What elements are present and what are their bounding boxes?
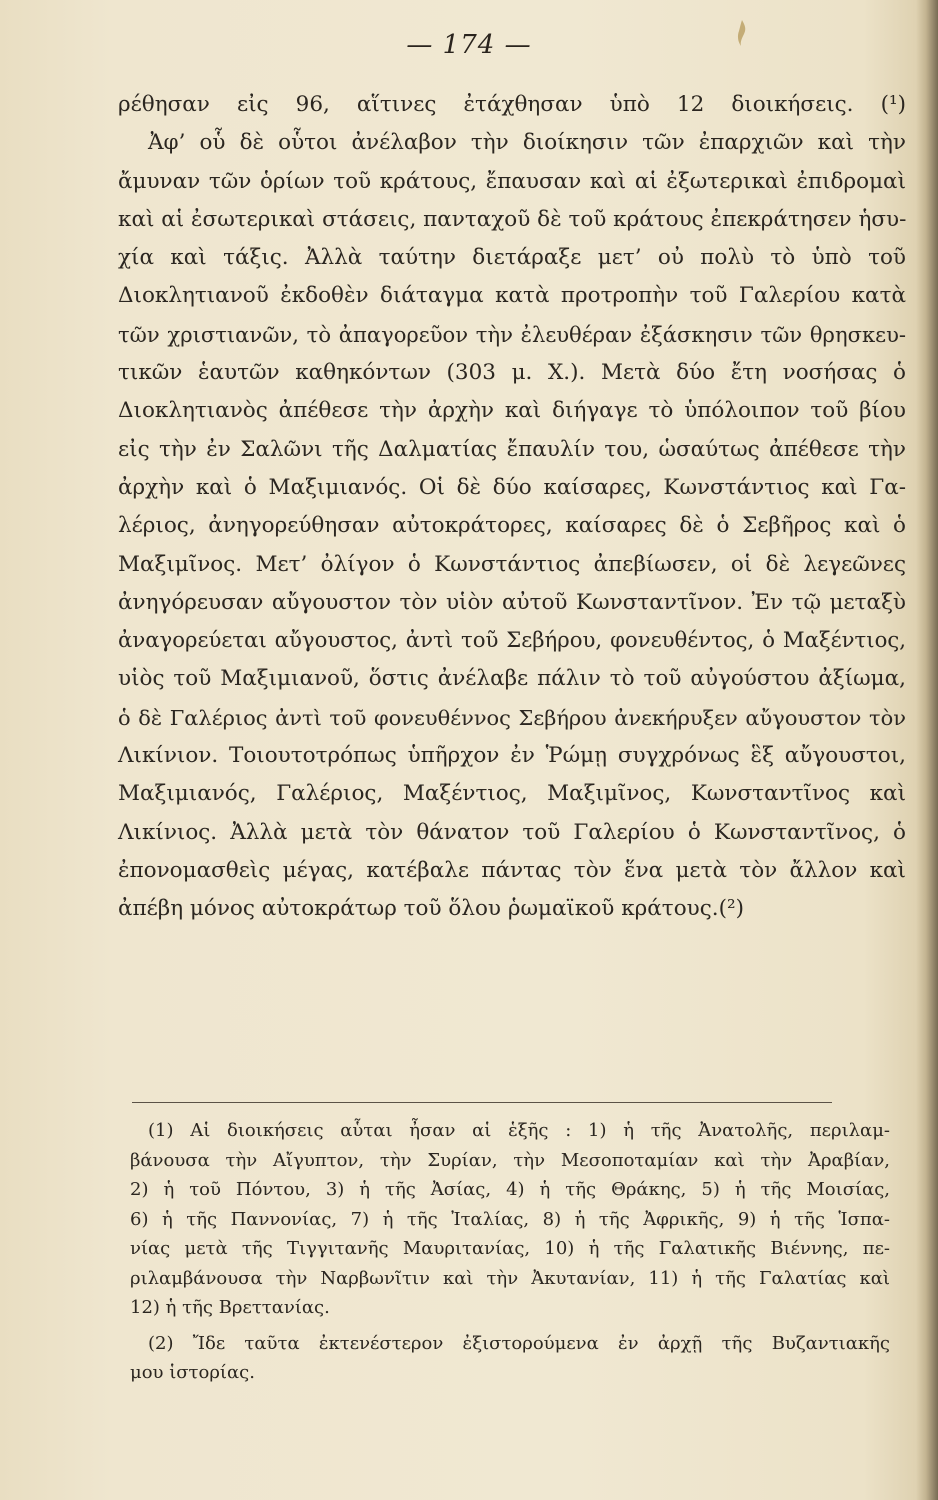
text-line: ἀρχὴν καὶ ὁ Μαξιμιανός. Οἱ δὲ δύο καίσαρες, Κωνστάντιος καὶ Γα- (118, 474, 906, 500)
text-line: Διοκλητιανὸς ἀπέθεσε τὴν ἀρχὴν καὶ διήγαγε τὸ ὑπόλοιπον τοῦ βίου (118, 398, 906, 424)
footnote-1-line: νίας μετὰ τῆς Τιγγιτανῆς Μαυριτανίας, 10) ἡ τῆς Γαλατικῆς Βιέννης, πε- (130, 1238, 890, 1259)
main-text-block (118, 86, 906, 929)
text-line: ρέθησαν εἰς 96, αἵτινες ἐτάχθησαν ὑπὸ 12 διοικήσεις. (¹) (118, 92, 906, 117)
page-number: — 174 — (406, 30, 532, 60)
footnote-1-line: ριλαμβάνουσα τὴν Ναρβωνῖτιν καὶ τὴν Ἀκυτανίαν, 11) ἡ τῆς Γαλατίας καὶ (130, 1267, 890, 1289)
text-line: καὶ αἱ ἐσωτερικαὶ στάσεις, πανταχοῦ δὲ τοῦ κράτους ἐπεκράτησεν ἡσυ- (118, 206, 907, 232)
text-line: Διοκλητιανοῦ ἐκδοθὲν διάταγμα κατὰ προτροπὴν τοῦ Γαλερίου κατὰ (118, 283, 906, 309)
footnote-1-line: 6) ἡ τῆς Παννονίας, 7) ἡ τῆς Ἰταλίας, 8) ἡ τῆς Ἀφρικῆς, 9) ἡ τῆς Ἱσπα- (130, 1208, 890, 1230)
text-line: ὁ δὲ Γαλέριος ἀντὶ τοῦ φονευθέννος Σεβήρου ἀνεκήρυξεν αὔγουστον τὸν (118, 705, 906, 730)
footnote-1-line: 2) ἡ τοῦ Πόντου, 3) ἡ τῆς Ἀσίας, 4) ἡ τῆς Θράκης, 5) ἡ τῆς Μοισίας, (130, 1179, 890, 1200)
text-line: ἀνηγόρευσαν αὔγουστον τὸν υἱὸν αὐτοῦ Κωνσταντῖνον. Ἐν τῷ μεταξὺ (118, 589, 906, 615)
text-line: ἀπέβη μόνος αὐτοκράτωρ τοῦ ὅλου ῥωμαϊκοῦ κράτους.(²) (118, 896, 744, 922)
text-line: ἀναγορεύεται αὔγουστος, ἀντὶ τοῦ Σεβήρου, φονευθέντος, ὁ Μαξέντιος, (118, 628, 906, 654)
footnotes-block (130, 1116, 890, 1388)
text-line: Λικίνιον. Τοιουτοτρόπως ὑπῆρχον ἐν Ῥώμῃ συγχρόνως ἓξ αὔγουστοι, (118, 743, 906, 769)
text-line: εἰς τὴν ἐν Σαλῶνι τῆς Δαλματίας ἔπαυλίν του, ὡσαύτως ἀπέθεσε τὴν (118, 436, 906, 462)
text-line: χία καὶ τάξις. Ἀλλὰ ταύτην διετάραξε μετ’ οὐ πολὺ τὸ ὑπὸ τοῦ (118, 245, 906, 271)
text-line: ἄμυναν τῶν ὁρίων τοῦ κράτους, ἔπαυσαν καὶ αἱ ἐξωτερικαὶ ἐπιδρομαὶ (118, 168, 906, 194)
footnote-1-line: βάνουσα τὴν Αἴγυπτον, τὴν Συρίαν, τὴν Μεσοποταμίαν καὶ τὴν Ἀραβίαν, (130, 1149, 890, 1171)
footnote-1-line: 12) ἡ τῆς Βρεττανίας. (130, 1297, 330, 1318)
text-line: λέριος, ἀνηγορεύθησαν αὐτοκράτορες, καίσαρες δὲ ὁ Σεβῆρος καὶ ὁ (118, 513, 906, 539)
book-binding-edge (916, 0, 938, 1500)
text-line: υἱὸς τοῦ Μαξιμιανοῦ, ὅστις ἀνέλαβε πάλιν τὸ τοῦ αὐγούστου ἀξίωμα, (118, 666, 906, 692)
text-line: Μαξιμῖνος. Μετ’ ὀλίγον ὁ Κωνστάντιος ἀπεβίωσεν, οἱ δὲ λεγεῶνες (118, 551, 906, 577)
text-line: ἐπονομασθεὶς μέγας, κατέβαλε πάντας τὸν ἕνα μετὰ τὸν ἄλλον καὶ (118, 857, 906, 883)
footnote-separator (132, 1102, 832, 1103)
text-line: τικῶν ἑαυτῶν καθηκόντων (303 μ. Χ.). Μετὰ δύο ἔτη νοσήσας ὁ (118, 360, 906, 386)
text-line: τῶν χριστιανῶν, τὸ ἀπαγορεῦον τὴν ἐλευθέραν ἐξάσκησιν τῶν θρησκευ- (118, 321, 906, 347)
text-line: Μαξιμιανός, Γαλέριος, Μαξέντιος, Μαξιμῖνος, Κωνσταντῖνος καὶ (118, 781, 906, 807)
footnote-1-line: (1) Αἱ διοικήσεις αὗται ἦσαν αἱ ἑξῆς : 1) ἡ τῆς Ἀνατολῆς, περιλαμ- (148, 1120, 890, 1141)
text-line: Λικίνιος. Ἀλλὰ μετὰ τὸν θάνατον τοῦ Γαλερίου ὁ Κωνσταντῖνος, ὁ (118, 819, 906, 845)
text-line: Ἀφ’ οὗ δὲ οὗτοι ἀνέλαβον τὴν διοίκησιν τῶν ἐπαρχιῶν καὶ τὴν (148, 130, 906, 156)
footnote-2-line: (2) Ἴδε ταῦτα ἐκτενέστερον ἐξιστορούμενα ἐν ἀρχῇ τῆς Βυζαντιακῆς (148, 1332, 890, 1354)
footnote-2-line: μου ἱστορίας. (130, 1362, 255, 1383)
